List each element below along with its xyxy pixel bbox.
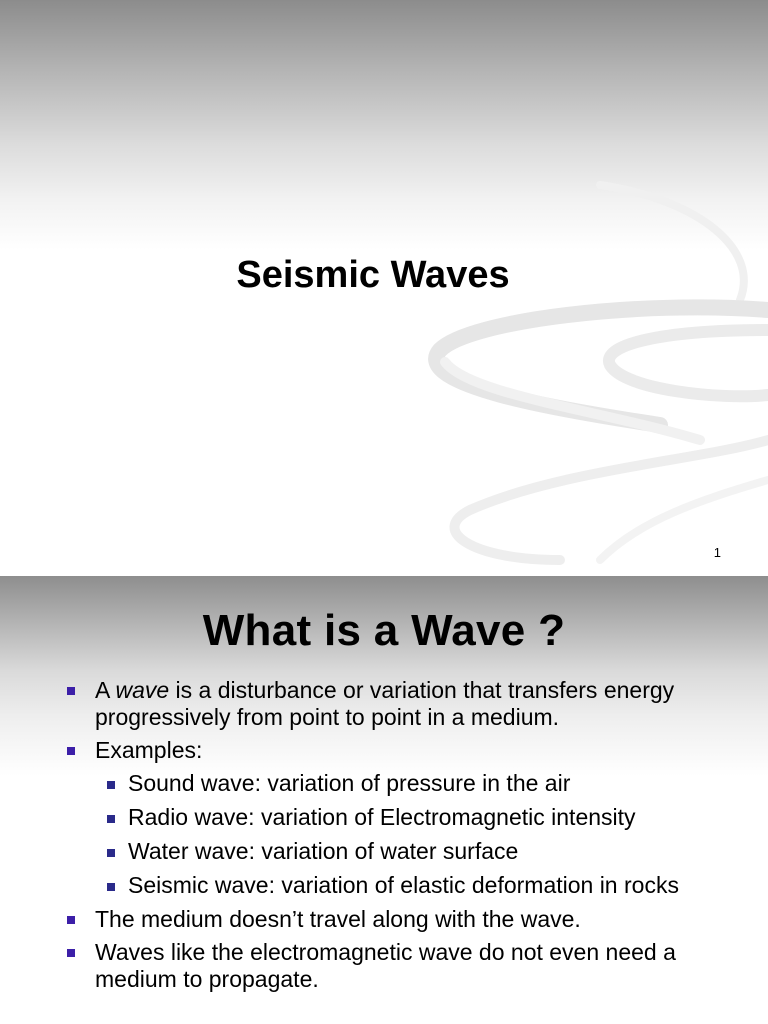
bullet-text: The medium doesn’t travel along with the wave. <box>95 906 581 932</box>
slide-title: Seismic Waves <box>236 254 510 296</box>
sub-list-item <box>95 872 728 899</box>
square-bullet-icon <box>107 883 115 891</box>
bullet-text: A <box>95 677 116 703</box>
bullet-text: Examples: <box>95 737 203 763</box>
sub-list-item <box>95 838 728 865</box>
bullet-text: is a disturbance or variation that transfers energy progressively from point to point in a medium. <box>95 677 675 730</box>
square-bullet-icon <box>107 781 115 789</box>
sub-bullet-text: Radio wave: variation of Electromagnetic intensity <box>128 804 636 830</box>
sub-bullet-text: Seismic wave: variation of elastic deformation in rocks <box>128 872 679 898</box>
bullet-text: Waves like the electromagnetic wave do not even need a medium to propagate. <box>95 939 676 992</box>
square-bullet-icon <box>107 815 115 823</box>
sub-bullet-text: Sound wave: variation of pressure in the air <box>128 770 571 796</box>
bullet-list <box>0 677 768 999</box>
list-item <box>0 737 768 899</box>
sub-bullet-text: Water wave: variation of water surface <box>128 838 519 864</box>
emphasis-text: wave <box>115 677 170 703</box>
slide-number: 1 <box>713 545 721 560</box>
sub-list-item <box>95 770 728 797</box>
square-bullet-icon <box>67 916 75 924</box>
square-bullet-icon <box>67 949 75 957</box>
sub-list-item <box>95 804 728 831</box>
square-bullet-icon <box>107 849 115 857</box>
square-bullet-icon <box>67 747 75 755</box>
list-item <box>0 939 768 993</box>
sub-bullet-list <box>95 770 728 899</box>
content-slide <box>0 576 768 1024</box>
square-bullet-icon <box>67 687 75 695</box>
list-item <box>0 906 768 933</box>
list-item <box>0 677 768 731</box>
slide-title: What is a Wave ? <box>202 606 566 655</box>
